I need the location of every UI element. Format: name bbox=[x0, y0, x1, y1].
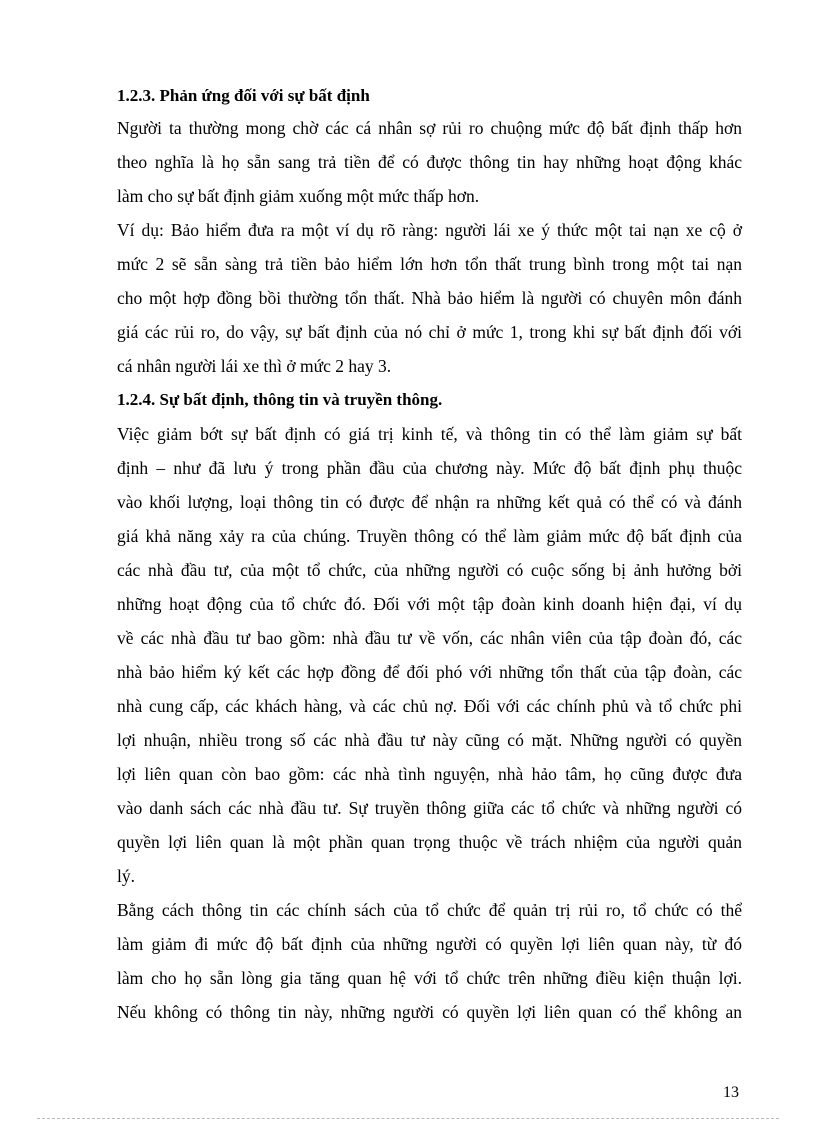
paragraph-line: mức 2 sẽ sẵn sàng trả tiền bảo hiểm lớn hơn tổn thất trung bình trong một tai nạn bbox=[117, 254, 742, 274]
paragraph-line: cá nhân người lái xe thì ở mức 2 hay 3. bbox=[117, 356, 392, 376]
paragraph-line: nhà bảo hiểm ký kết các hợp đồng để đối phó với những tổn thất của tập đoàn, các bbox=[117, 662, 742, 682]
paragraph-line: những hoạt động của tổ chức đó. Đối với một tập đoàn kinh doanh hiện đại, ví dụ bbox=[117, 594, 742, 614]
paragraph-line: về các nhà đầu tư bao gồm: nhà đầu tư về vốn, các nhân viên của tập đoàn đó, các bbox=[117, 628, 742, 648]
paragraph-line: Việc giảm bớt sự bất định có giá trị kinh tế, và thông tin có thể làm giảm sự bất bbox=[117, 424, 742, 444]
section-heading-1-2-3: 1.2.3. Phản ứng đối với sự bất định bbox=[117, 86, 370, 105]
paragraph-line: làm giảm đi mức độ bất định của những người có quyền lợi liên quan này, từ đó bbox=[117, 934, 742, 954]
paragraph-line: giá khả năng xảy ra của chúng. Truyền thông có thể làm giảm mức độ bất định của bbox=[117, 526, 742, 546]
section-heading-1-2-4: 1.2.4. Sự bất định, thông tin và truyền thông. bbox=[117, 390, 443, 409]
paragraph-line: các nhà đầu tư, của một tổ chức, của những người có cuộc sống bị ảnh hưởng bởi bbox=[117, 560, 742, 580]
page-bottom-divider bbox=[37, 1118, 779, 1119]
paragraph-line: theo nghĩa là họ sẵn sang trả tiền để có được thông tin hay những hoạt động khác bbox=[117, 152, 742, 172]
paragraph-line: giá các rủi ro, do vậy, sự bất định của nó chỉ ở mức 1, trong khi sự bất định đối với bbox=[117, 322, 742, 342]
paragraph-line: Ví dụ: Bảo hiểm đưa ra một ví dụ rõ ràng: người lái xe ý thức một tai nạn xe cộ ở bbox=[117, 220, 742, 240]
paragraph-line: nhà cung cấp, các khách hàng, và các chủ nợ. Đối với các chính phủ và tổ chức phi bbox=[117, 696, 742, 716]
paragraph-line: cho một hợp đồng bồi thường tổn thất. Nhà bảo hiểm là người có chuyên môn đánh bbox=[117, 288, 742, 308]
paragraph-line: lợi nhuận, nhiều trong số các nhà đầu tư này cũng có mặt. Những người có quyền bbox=[117, 730, 742, 750]
page-number: 13 bbox=[723, 1084, 739, 1101]
paragraph-line: Nếu không có thông tin này, những người có quyền lợi liên quan có thể không an bbox=[117, 1002, 742, 1022]
paragraph-line: định – như đã lưu ý trong phần đầu của chương này. Mức độ bất định phụ thuộc bbox=[117, 458, 742, 478]
paragraph-line: làm cho họ sẵn lòng gia tăng quan hệ với tổ chức trên những điều kiện thuận lợi. bbox=[117, 968, 742, 988]
paragraph-line: vào khối lượng, loại thông tin có được để nhận ra những kết quả có thể có và đánh bbox=[117, 492, 742, 512]
paragraph-line: lý. bbox=[117, 866, 135, 886]
paragraph-line: vào danh sách các nhà đầu tư. Sự truyền thông giữa các tổ chức và những người có bbox=[117, 798, 742, 818]
paragraph-line: Người ta thường mong chờ các cá nhân sợ rủi ro chuộng mức độ bất định thấp hơn bbox=[117, 118, 742, 138]
paragraph-line: làm cho sự bất định giảm xuống một mức thấp hơn. bbox=[117, 186, 480, 206]
paragraph-line: Bằng cách thông tin các chính sách của tổ chức để quản trị rủi ro, tổ chức có thể bbox=[117, 900, 742, 920]
paragraph-line: lợi liên quan còn bao gồm: các nhà tình nguyện, nhà hảo tâm, họ cũng được đưa bbox=[117, 764, 742, 784]
paragraph-line: quyền lợi liên quan là một phần quan trọng thuộc về trách nhiệm của người quản bbox=[117, 832, 742, 852]
